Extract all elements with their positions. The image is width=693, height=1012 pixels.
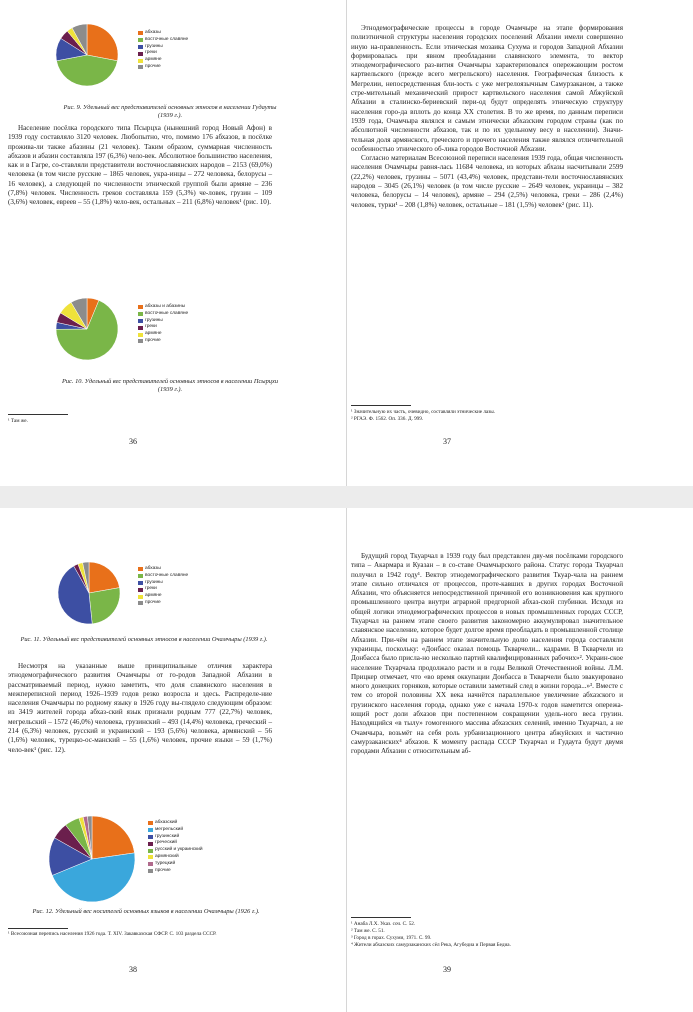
legend-swatch	[138, 588, 143, 592]
legend-swatch	[138, 59, 143, 63]
legend-label: восточные славяне	[145, 572, 189, 578]
legend-swatch	[148, 835, 153, 839]
legend-label: восточные славяне	[145, 36, 189, 42]
legend-label: армяне	[145, 593, 162, 599]
legend-entry	[148, 854, 203, 861]
legend-entry	[138, 304, 188, 311]
pie-slice-1	[87, 24, 118, 61]
text-ochamchyra	[351, 24, 623, 210]
footnote: ⁴ Жители абхазских самурзаканских сёл Река, Агубедиа и Первая Бедиа.	[351, 942, 511, 948]
legend-swatch	[148, 828, 153, 832]
figure11-caption: Рис. 11. Удельный вес представителей основных этносов в населении Очамчыры (1939 г.).	[20, 636, 268, 643]
chart-fig11	[54, 560, 224, 626]
legend-swatch	[148, 855, 153, 859]
page-number: 37	[443, 437, 451, 446]
legend-entry	[138, 311, 188, 318]
footnote-rule	[8, 414, 68, 415]
legend-swatch	[138, 319, 143, 323]
paragraph: Население посёлка городского типа Псырцха (нынешний город Новый Афон) в 1939 году составляло 3120 человек. Любопытно, что, помимо 176 абхазов, в посёлке прожива-ли также абазины (21 человек). Таким образом, суммарная численность абхазов и абазин составляла 197 (6,3%) чело-век. Абсолютное большинство населения, как и в Гагре, со-ставляли представители восточнославянских народов – 2153 (69,0%) человека (в том числе русские – 1865 человек, укра-инцы – 272 человека, белорусы – 16 человек), а следующей по численности этнической группой были армяне – 236 (7,8%) человек. Численность греков составляла 159 (5,3%) че-ловек, грузин – 109 (3,6%) человек, евреев – 55 (1,8%) чело-век, остальных – 211 (6,8%) человек¹ (рис. 10).	[8, 124, 272, 207]
pie-slice-2	[57, 55, 118, 86]
paragraph-psyrtskha	[8, 124, 272, 208]
page-number: 36	[129, 437, 137, 446]
legend-label: абхазы	[145, 566, 161, 571]
footnote-rule	[8, 928, 68, 929]
legend-label: греческий	[155, 840, 177, 846]
figure12-caption: Рис. 12. Удельный вес носителей основных языков в населении Очамчыры (1926 г.).	[32, 908, 260, 915]
legend-label: прочие	[145, 599, 161, 605]
legend-swatch	[138, 45, 143, 49]
legend-label: грузинский	[155, 833, 180, 839]
legend-swatch	[138, 339, 143, 343]
footnotes	[8, 931, 278, 938]
footnote: ³ Город в горах. Сухуми, 1971. С. 99.	[351, 935, 432, 941]
legend-label: греки	[145, 324, 157, 330]
legend-entry	[138, 50, 188, 57]
legend-entry	[138, 331, 188, 338]
legend-entry	[138, 580, 188, 587]
legend-label: прочие	[145, 63, 161, 69]
chart-legend	[138, 566, 188, 607]
legend-swatch	[148, 862, 153, 866]
legend-label: абхазский	[155, 820, 178, 825]
legend-entry	[138, 573, 188, 580]
legend-label: грузины	[145, 43, 163, 49]
pie-slice-1	[92, 816, 135, 859]
paragraph: Согласно материалам Всесоюзной переписи населения 1939 года, общая численность населения Очамчыры равня-лась 11684 человека, из которых абхазы насчитывали 2599 (22,2%) человек, грузины – 5071 (43,4%) человек, представи-тели восточнославянских народов – 3045 (26,1%) человек (в том числе русские – 2649 человек, украинцы – 382 человека, белорусы – 14 человек), армяне – 294 (2,5%) человека, греки – 286 (2,4%) человек, турки¹ – 208 (1,8%) человек, остальные – 181 (1,5%) человек² (рис. 11).	[351, 154, 623, 209]
legend-entry	[148, 820, 203, 827]
pie-svg	[52, 22, 122, 88]
footnotes	[351, 409, 621, 423]
footnotes	[351, 921, 621, 949]
legend-swatch	[138, 312, 143, 316]
pie-svg	[44, 814, 140, 904]
legend-swatch	[138, 581, 143, 585]
paragraph: Этнодемографические процессы в городе Очамчыре на этапе формирования полиэтничной структуры населения городских поселений Абхазии имели совершенно иную на-правленность. Если этническая мозаика Сухума и городов Западной Абхазии формировалась при явном преобладании славянского элемента, то вектор этнодемографического раз-вития Очамчыры характеризовался опережающим ростом картвельского (прежде всего мегрельского) населения. Географическая близость к Мегрелии, непосредственная бли-зость с уже мегрелоязычным Самурзаканом, а также стре-мительный механический прирост картвельского населения самой Абжуйской Абхазии в сталинско-бериевский пери-од будут определять этническую структуру населения горо-да вплоть до конца XX столетия. В то же время, по данным переписи 1939 года, Очамчыра являлся и самым этнически абхазским городом страны (как по абсолютной численности абхазов, так и по их удельному весу в населении). Значи-тельная доля армянского, греческого и прочего населения также являлся отличительной особенностью этнического об-лика городов Восточной Абхазии.	[351, 24, 623, 153]
footnote: ¹ Значительную их часть, очевидно, составляли этнические лазы.	[351, 409, 496, 415]
legend-swatch	[138, 601, 143, 605]
footnote: ¹ Всесоюзная перепись населения 1926 года. Т. XIV. Закавказская СФСР. С. 103 раздела СССР.	[8, 931, 217, 937]
pie-svg	[52, 296, 122, 362]
page-number: 39	[443, 965, 451, 974]
legend-swatch	[148, 869, 153, 873]
page-37	[347, 0, 693, 486]
legend-entry	[138, 566, 188, 573]
legend-label: турецкий	[155, 860, 176, 866]
legend-label: армяне	[145, 331, 162, 337]
page-number: 38	[129, 965, 137, 974]
legend-entry	[138, 37, 188, 44]
legend-label: армяне	[145, 57, 162, 63]
legend-swatch	[148, 849, 153, 853]
legend-swatch	[138, 333, 143, 337]
chart-legend	[138, 30, 188, 71]
footnote-rule	[351, 405, 411, 406]
legend-entry	[148, 847, 203, 854]
pie-slice-2	[89, 588, 120, 624]
footnote: ² РГАЭ. Ф. 1562. Оп. 336. Д. 999.	[351, 416, 424, 422]
footnote: ¹ Анаба Л.Х. Указ. соч. С. 52.	[351, 921, 416, 927]
legend-swatch	[138, 574, 143, 578]
legend-entry	[138, 318, 188, 325]
legend-entry	[138, 44, 188, 51]
legend-entry	[138, 30, 188, 37]
legend-label: греки	[145, 586, 157, 592]
figure9-caption: Рис. 9. Удельный вес представителей основных этносов в населении Гудауты (1939 г.).	[63, 104, 277, 119]
legend-entry	[148, 868, 203, 875]
chart-legend	[148, 820, 203, 874]
legend-swatch	[138, 65, 143, 69]
legend-swatch	[138, 305, 143, 309]
legend-swatch	[138, 31, 143, 35]
page-36	[0, 0, 346, 486]
paragraph: Несмотря на указанные выше принципиальные отличия характера этнодемографического развития Очамчыры от го-родов Западной Абхазии в рассматриваемый период, нужно заметить, что доля славянского населения в межпереписной период 1926–1939 годов резко возросла и здесь. Распределе-ние населения Очамчыры по родному языку в 1926 году вы-глядело следующим образом: из 3419 жителей города абхаз-ский язык признали родным 777 (22,7%) человек, мегрельский – 1572 (46,0%) человека, грузинский – 493 (14,4%) человека, греческий – 214 (6,3%) человек, русский и украинский – 193 (5,6%) человека, армянский – 56 (1,6%) человек, турецко-ос-манский – 55 (1,6%) человек, прочие языки – 59 (1,7%) чело-век¹ (рис. 12).	[8, 662, 272, 754]
paragraph: Будущий город Ткуарчал в 1939 году был представлен дву-мя посёлками городского типа – Акармара и Куазан – в со-ставе Очамчырского района. Статус города Ткуарчал получил в 1942 году¹. Вектор этнодемографического развития Ткуар-чала на раннем этапе сильно отличался от процессов, проте-кавших в других городах Восточной Абхазии, что объясняется непосредственной причиной его возникновения как крупного промышленного центра внутри аграрной предгорной абхаз-ской глубинки. Исходя из общей логики этнодемографических процессов в новых промышленных городах СССР, Ткуарчал на раннем этапе своего развития закономерно аккумулировал значительное славянское население, которое будет долгое время преобладать в промышленной столице Абхазии. При-чём на раннем этапе значительную долю населения города составляли украинцы, поскольку: «Донбасс оказал помощь Ткварчели... кадрами. В Ткварчели из Донбасса было присла-но несколько партий квалифицированных рабочих»². Украин-ское население Ткуарчала продолжало расти и в годы Великой Отечественной войны. Л.М. Прицкер отмечает, что «во время оккупации Донбасса в Ткварчели было эвакуировано много донецких горняков, которые оставили заметный след в жизни города...»³. Вместе с тем со второй половины XX века начнётся параллельное увеличение абхазского и грузинского населения города, однако уже с начала 1970-х годов наметится опережа-ющий рост доли абхазов при постепенном сокращении удель-ного веса грузин. Находящийся «в тылу» гомогенного массива абхазских селений, именно Ткуарчал, а не Очамчыра, возьмёт на себя роль урбанизационного центра абжуйских и частично самурзаканских⁴ абхазов. К моменту распада СССР Ткуарчал и Гудаута будут двумя городами Абхазии с относительным аб-	[351, 552, 623, 756]
legend-swatch	[138, 567, 143, 571]
legend-swatch	[148, 842, 153, 846]
legend-entry	[138, 586, 188, 593]
legend-swatch	[138, 52, 143, 56]
legend-swatch	[138, 38, 143, 42]
legend-entry	[148, 861, 203, 868]
legend-label: абхазы и абазины	[145, 304, 186, 309]
legend-label: восточные славяне	[145, 310, 189, 316]
chart-fig9	[52, 22, 222, 88]
legend-label: армянский	[155, 853, 179, 859]
legend-label: грузины	[145, 579, 163, 585]
page-38	[0, 508, 346, 1012]
legend-entry	[138, 57, 188, 64]
legend-entry	[148, 827, 203, 834]
legend-label: греки	[145, 50, 157, 56]
legend-entry	[138, 64, 188, 71]
footnotes	[8, 418, 268, 425]
footnote: ² Там же. С. 51.	[351, 928, 385, 934]
chart-legend	[138, 304, 188, 345]
legend-label: мегрельский	[155, 826, 184, 832]
figure10-caption: Рис. 10. Удельный вес представителей основных этносов в населении Псырцхи (1939 г.).	[61, 378, 279, 393]
footnote: ¹ Там же.	[8, 418, 28, 424]
legend-entry	[138, 593, 188, 600]
book-spread-2	[0, 508, 693, 1012]
legend-swatch	[138, 595, 143, 599]
legend-label: абхазы	[145, 30, 161, 35]
pie-svg	[54, 560, 124, 626]
chart-fig12	[44, 814, 244, 904]
legend-label: прочие	[145, 337, 161, 343]
legend-label: прочие	[155, 867, 171, 873]
legend-label: грузины	[145, 317, 163, 323]
legend-label: русский и украинский	[155, 847, 203, 853]
chart-fig10	[52, 296, 222, 362]
legend-entry	[138, 338, 188, 345]
legend-swatch	[138, 326, 143, 330]
footnote-rule	[351, 917, 411, 918]
page-39	[347, 508, 693, 1012]
legend-swatch	[148, 821, 153, 825]
legend-entry	[138, 600, 188, 607]
book-spread-1	[0, 0, 693, 486]
legend-entry	[138, 324, 188, 331]
paragraph-languages	[8, 662, 272, 755]
text-tkuarchal	[351, 552, 623, 757]
